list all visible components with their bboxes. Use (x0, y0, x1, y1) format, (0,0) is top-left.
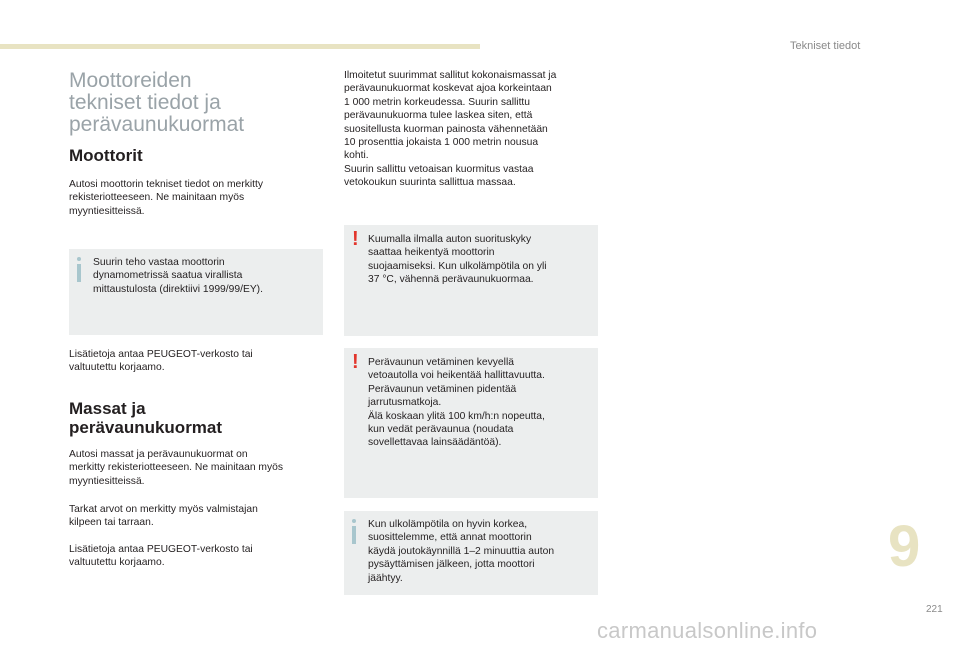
warning-icon: ! (352, 228, 359, 250)
more-info-text-1: Lisätietoja antaa PEUGEOT-verkosto tai valtuutettu korjaamo. (69, 349, 253, 374)
header-accent-bar (0, 44, 480, 49)
masses-heading: Massat ja perävaunukuormat (69, 399, 223, 437)
info-icon (77, 264, 81, 282)
warning-box-heat (344, 225, 598, 336)
warning-box-towing (344, 348, 598, 498)
page-title: Moottoreiden tekniset tiedot ja perävaunukuormat (69, 69, 245, 136)
chapter-number: 9 (888, 514, 921, 579)
info-box-power (69, 249, 323, 335)
engines-text: Autosi moottorin tekniset tiedot on merkitty rekisteriotteeseen. Ne mainitaan myös myyntiesitteissä. (69, 179, 264, 217)
section-title: Tekniset tiedot (790, 40, 861, 52)
more-info-text-2: Lisätietoja antaa PEUGEOT-verkosto tai valtuutettu korjaamo. (69, 544, 253, 569)
info-icon (352, 526, 356, 544)
warning-box-towing-text: Perävaunun vetäminen kevyellä vetoautolla voi heikentää hallittavuutta. Perävaunun vetäminen pidentää jarrutusmatkoja. Älä koskaan ylitä 100 km/h:n nopeutta, kun vedät perävaunua (noudata sovellettavaa lainsäädäntöä). (368, 357, 545, 449)
watermark: carmanualsonline.info (597, 618, 818, 643)
info-box-power-text: Suurin teho vastaa moottorin dynamometrissä saatua virallista mittaustulosta (direktiivi 1999/99/EY). (93, 257, 263, 295)
page-number: 221 (926, 604, 943, 615)
info-box-cooling (344, 511, 598, 595)
warning-icon: ! (352, 351, 359, 373)
warning-box-heat-text: Kuumalla ilmalla auton suorituskyky saattaa heikentyä moottorin suojaamiseksi. Kun ulkolämpötila on yli 37 °C, vähennä perävaunukuormaa. (368, 234, 547, 286)
masses-text-2: Tarkat arvot on merkitty myös valmistajan kilpeen tai tarraan. (69, 504, 258, 529)
masses-intro-text: Ilmoitetut suurimmat sallitut kokonaismassat ja perävaunukuormat koskevat ajoa korkeintaan 1 000 metrin korkeudessa. Suurin sallittu perävaunukuorma tulee laskea siten, että suositellusta kuorman painosta vähennetään 10 prosenttia jokaista 1 000 metrin nousua kohti. Suurin sallittu vetoaisan kuormitus vastaa vetokoukun suurinta sallittua massaa. (344, 70, 557, 189)
info-box-cooling-text: Kun ulkolämpötila on hyvin korkea, suosittelemme, että annat moottorin käydä joutokäynnillä 1–2 minuuttia auton pysäyttämisen jälkeen, jotta moottori jäähtyy. (368, 519, 555, 584)
engines-heading: Moottorit (69, 146, 143, 165)
masses-text-1: Autosi massat ja perävaunukuormat on merkitty rekisteriotteeseen. Ne mainitaan myös myyntiesitteissä. (69, 449, 284, 487)
